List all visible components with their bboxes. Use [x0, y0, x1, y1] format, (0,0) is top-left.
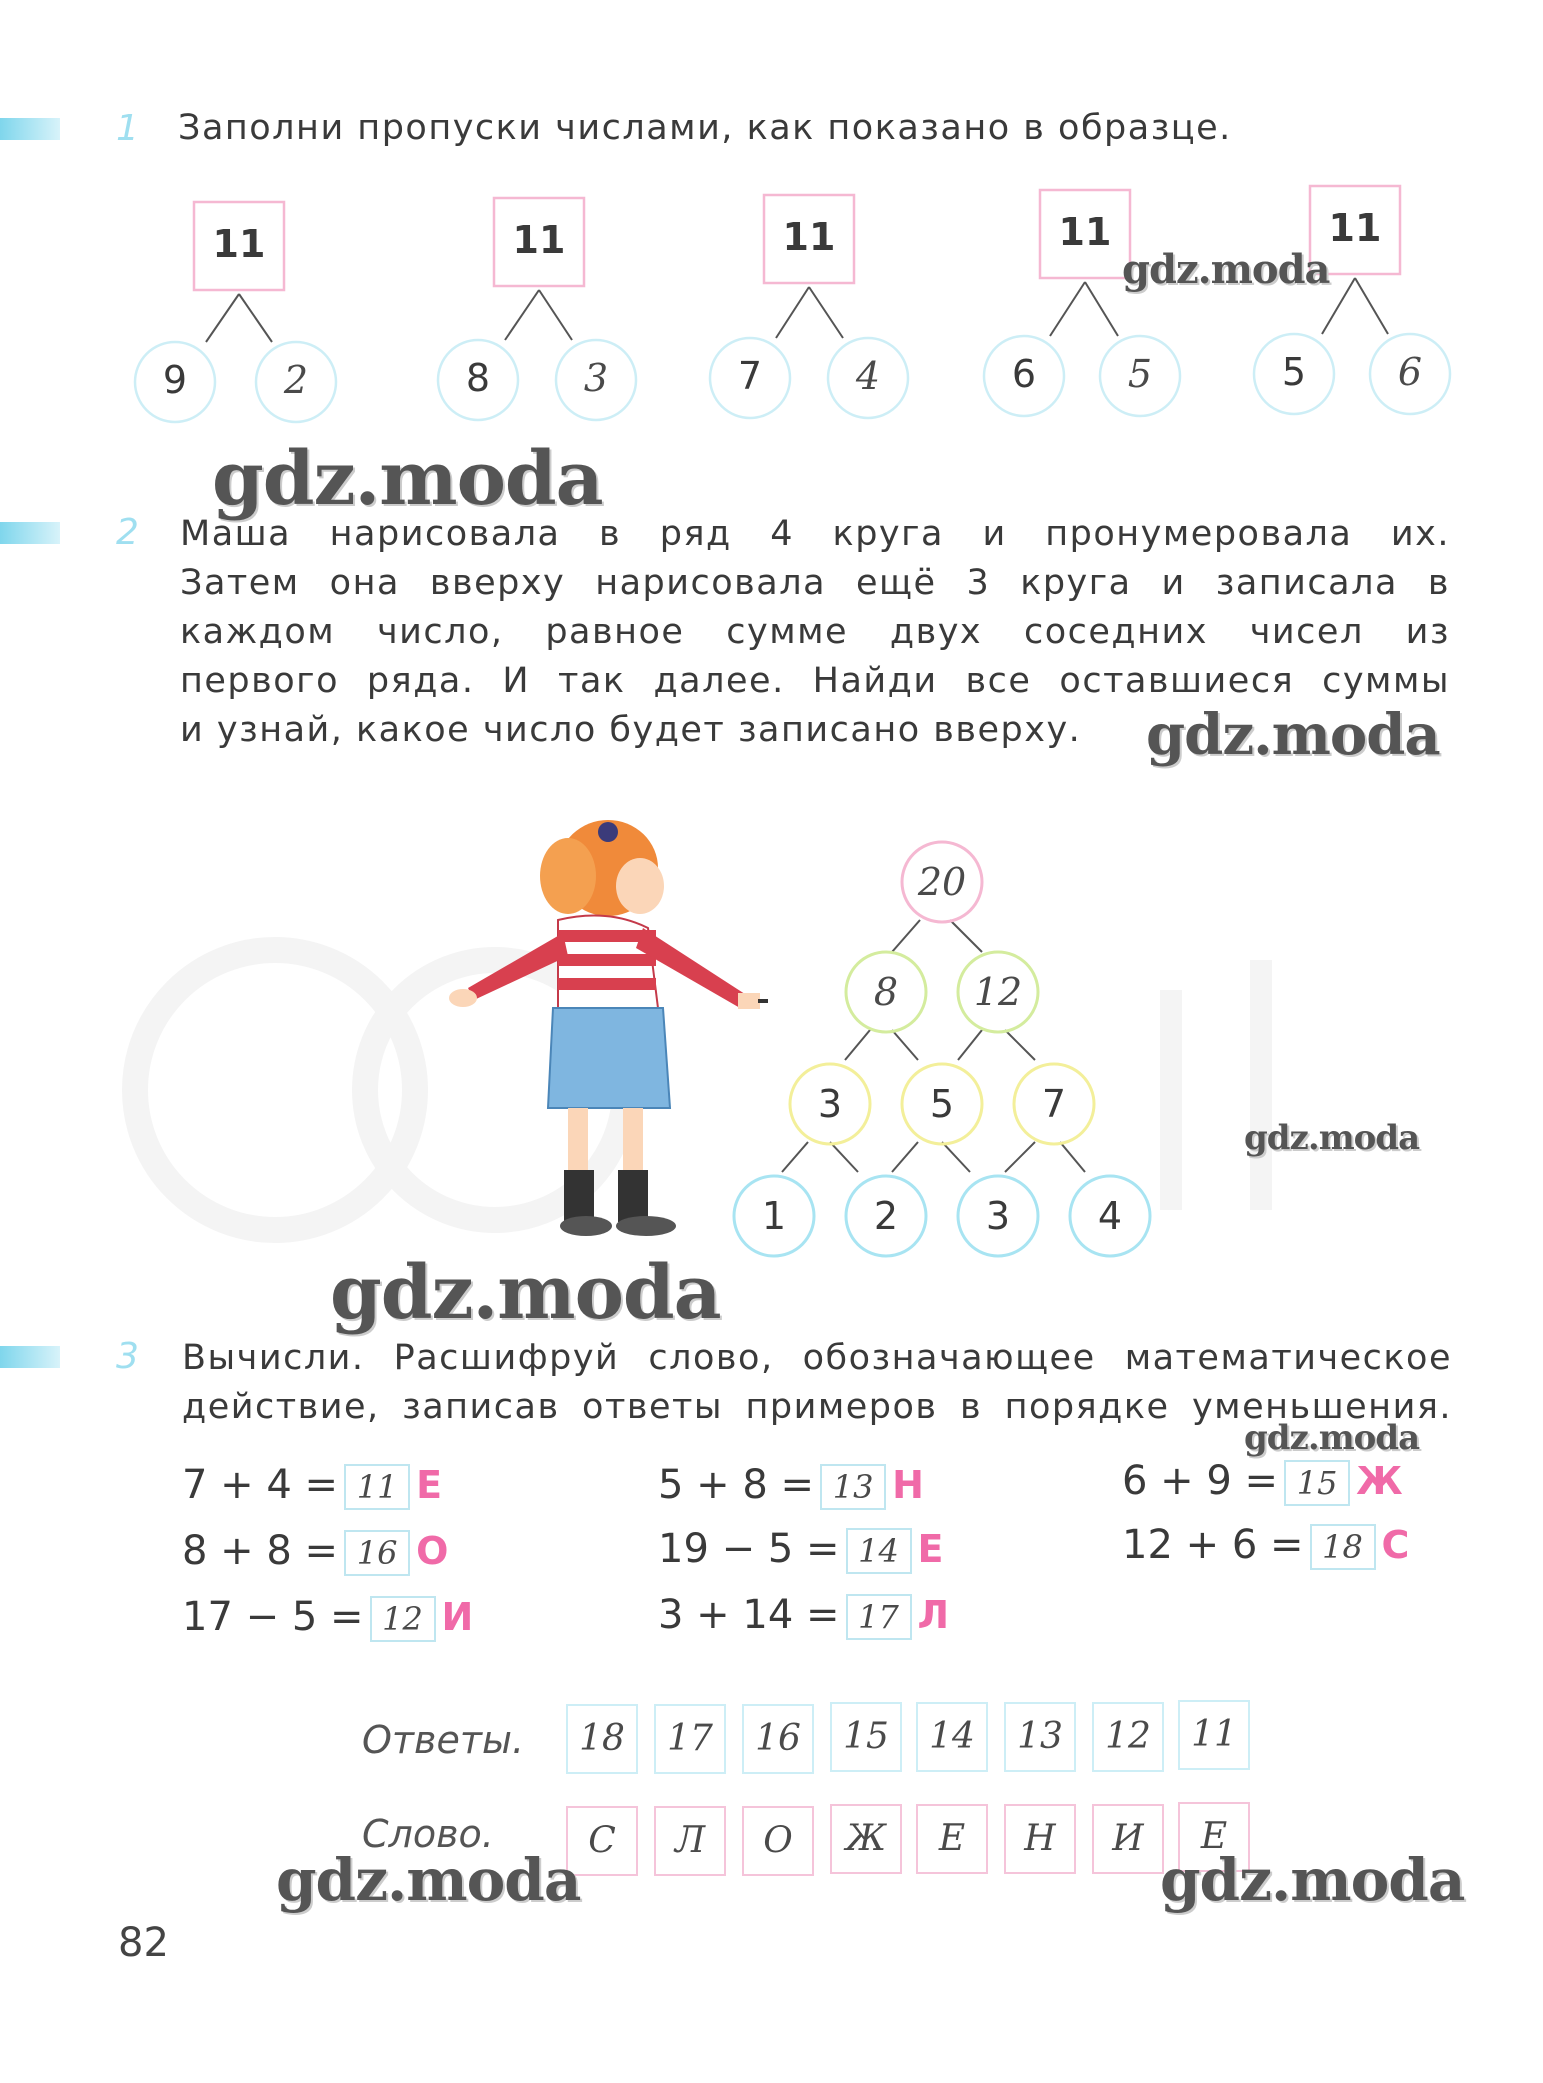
pyramid-row4-2: 2 — [873, 1194, 899, 1238]
pyramid-top: 20 — [917, 860, 967, 904]
pyramid-row4-3: 3 — [985, 1194, 1011, 1238]
pyramid-row3-3: 7 — [1041, 1082, 1067, 1126]
watermark: gdz.moda — [212, 436, 603, 522]
answers-label: Ответы. — [362, 1718, 525, 1762]
tree-5-top: 11 — [1328, 206, 1382, 250]
pyramid-row3-1: 3 — [817, 1082, 843, 1126]
page-number: 82 — [118, 1920, 169, 1966]
tree-4-top: 11 — [1058, 210, 1112, 254]
tree-3-top: 11 — [782, 215, 836, 259]
watermark: gdz.moda — [1146, 702, 1440, 768]
answer-box[interactable]: 13 — [820, 1464, 886, 1510]
answer-cell[interactable]: 11 — [1178, 1700, 1250, 1770]
word-cell[interactable]: Е — [1178, 1802, 1250, 1872]
task-2-number: 2 — [116, 512, 139, 553]
tree-1-left: 9 — [162, 358, 188, 402]
example-3: 6 + 9 = 15 Ж — [1122, 1458, 1403, 1504]
tree-5-right: 6 — [1397, 350, 1423, 394]
example-8: 3 + 14 = 17 Л — [658, 1592, 950, 1638]
tree-4-left: 6 — [1011, 352, 1037, 396]
answer-box[interactable]: 18 — [1310, 1524, 1376, 1570]
word-cell[interactable]: Ж — [830, 1804, 902, 1874]
answer-box[interactable]: 15 — [1284, 1460, 1350, 1506]
tree-2-left: 8 — [465, 356, 491, 400]
example-2: 5 + 8 = 13 Н — [658, 1462, 924, 1508]
tree-3-left: 7 — [737, 354, 763, 398]
answer-cell[interactable]: 17 — [654, 1704, 726, 1774]
watermark: gdz.moda — [276, 1846, 581, 1914]
word-cell[interactable]: Н — [1004, 1804, 1076, 1874]
tree-5-left: 5 — [1281, 350, 1307, 394]
answer-box[interactable]: 17 — [846, 1594, 912, 1640]
tree-4-right: 5 — [1127, 352, 1153, 396]
tree-2-top: 11 — [512, 218, 566, 262]
task-3-tab — [0, 1346, 60, 1368]
answer-cell[interactable]: 16 — [742, 1704, 814, 1774]
answer-cell[interactable]: 18 — [566, 1704, 638, 1774]
task-2-text: Маша нарисовала в ряд 4 круга и пронумеровала их. Затем она вверху нарисовала ещё 3 круга и записала в каждом число, равное сумме двух соседних чисел из первого ряда. И так далее. Найди все оставшиеся суммы и узнай, какое число будет записано вверху. — [180, 514, 1450, 750]
task-1-text: Заполни пропуски числами, как показано в образце. — [178, 108, 1232, 148]
word-cell[interactable]: О — [742, 1806, 814, 1876]
tree-3-right: 4 — [855, 354, 881, 398]
answer-box[interactable]: 11 — [344, 1464, 410, 1510]
pyramid-row4-4: 4 — [1097, 1194, 1123, 1238]
word-cell[interactable]: И — [1092, 1804, 1164, 1874]
answer-box[interactable]: 16 — [344, 1530, 410, 1576]
word-cell[interactable]: Л — [654, 1806, 726, 1876]
tree-1-top: 11 — [212, 222, 266, 266]
tree-1-right: 2 — [283, 358, 309, 402]
task-3-number: 3 — [116, 1336, 139, 1377]
word-cell[interactable]: Е — [916, 1804, 988, 1874]
task-2-tab — [0, 522, 60, 544]
answer-cell[interactable]: 12 — [1092, 1702, 1164, 1772]
watermark: gdz.moda — [330, 1250, 721, 1336]
watermark: gdz.moda — [1244, 1118, 1420, 1158]
answer-cell[interactable]: 13 — [1004, 1702, 1076, 1772]
task-3-text: Вычисли. Расшифруй слово, обозначающее математическое действие, записав ответы примеров в порядке уменьшения. — [182, 1338, 1452, 1427]
watermark: gdz.moda — [1244, 1418, 1420, 1458]
task-1-number: 1 — [116, 108, 139, 149]
pyramid-row3-2: 5 — [929, 1082, 955, 1126]
example-4: 8 + 8 = 16 О — [182, 1528, 449, 1574]
pyramid-row2-2: 12 — [973, 970, 1023, 1014]
tree-2-right: 3 — [583, 356, 609, 400]
answer-cell[interactable]: 14 — [916, 1702, 988, 1772]
watermark: gdz.moda — [1160, 1846, 1465, 1914]
pyramid-row2-1: 8 — [873, 970, 899, 1014]
word-cell[interactable]: С — [566, 1806, 638, 1876]
example-7: 17 − 5 = 12 И — [182, 1594, 474, 1640]
example-1: 7 + 4 = 11 Е — [182, 1462, 443, 1508]
answer-box[interactable]: 14 — [846, 1528, 912, 1574]
watermark: gdz.moda — [1122, 246, 1330, 293]
answer-box[interactable]: 12 — [370, 1596, 436, 1642]
task-1-tab — [0, 118, 60, 140]
pyramid-row4-1: 1 — [761, 1194, 787, 1238]
word-label: Слово. — [362, 1812, 494, 1856]
example-5: 19 − 5 = 14 Е — [658, 1526, 944, 1572]
answer-cell[interactable]: 15 — [830, 1702, 902, 1772]
example-6: 12 + 6 = 18 С — [1122, 1522, 1410, 1568]
